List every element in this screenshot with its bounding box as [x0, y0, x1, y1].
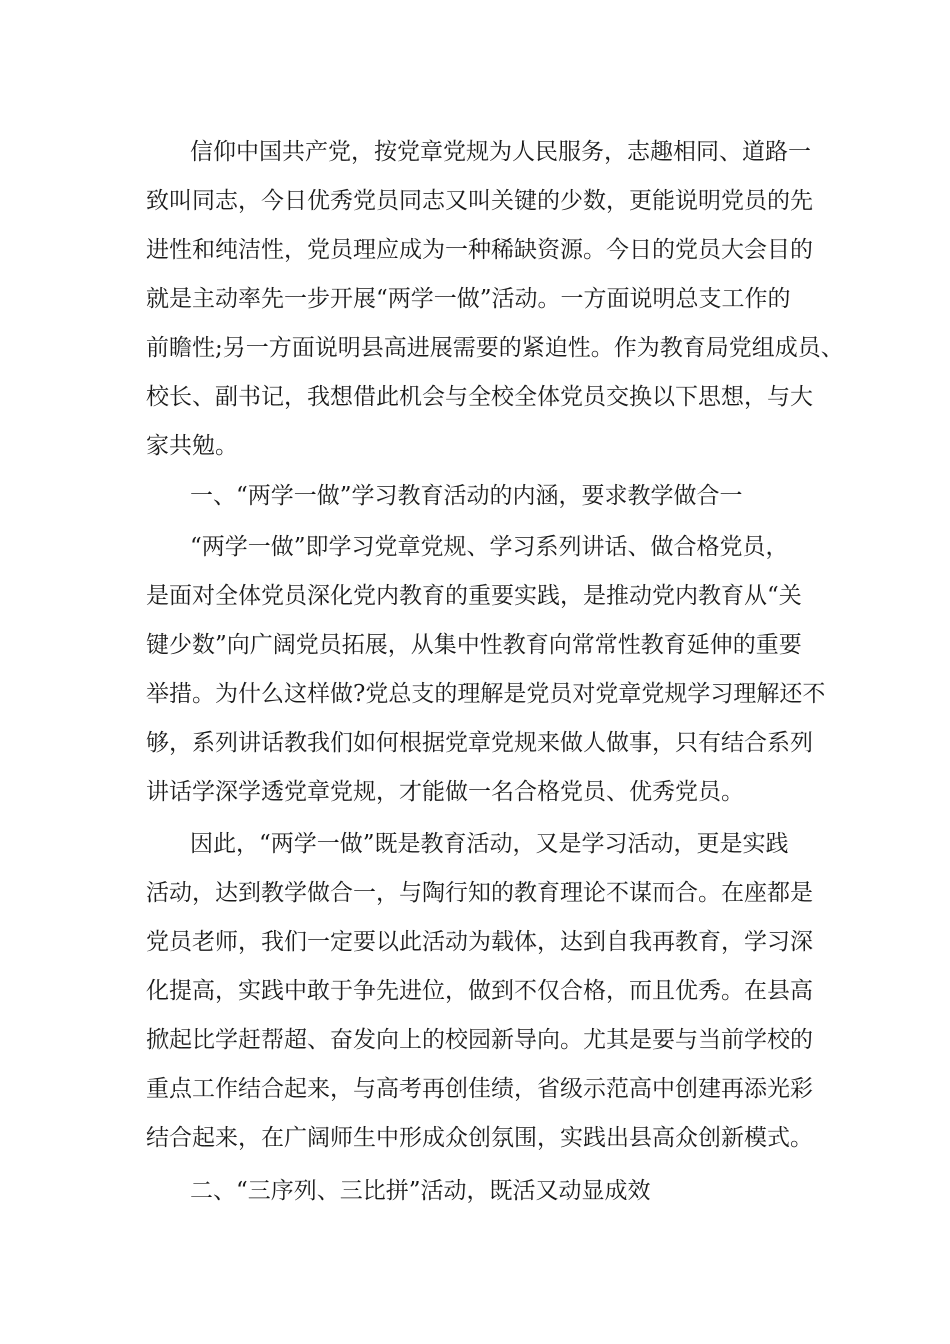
text-line: “两学一做”即学习党章党规、学习系列讲话、做合格党员， [190, 534, 789, 560]
section-heading: 一、“两学一做”学习教育活动的内涵，要求教学做合一 [190, 483, 743, 509]
text-line: 重点工作结合起来，与高考再创佳绩，省级示范高中创建再添光彩 [146, 1076, 813, 1102]
text-line: 前瞻性;另一方面说明县高进展需要的紧迫性。作为教育局党组成员、 [146, 335, 844, 361]
text-line: 校长、副书记，我想借此机会与全校全体党员交换以下思想，与大 [146, 384, 813, 410]
text-line: 举措。为什么这样做?党总支的理解是党员对党章党规学习理解还不 [146, 681, 826, 707]
text-line: 就是主动率先一步开展“两学一做”活动。一方面说明总支工作的 [146, 286, 791, 312]
text-line: 够，系列讲话教我们如何根据党章党规来做人做事，只有结合系列 [146, 730, 813, 756]
text-line: 致叫同志，今日优秀党员同志又叫关键的少数，更能说明党员的先 [146, 188, 813, 214]
text-line: 家共勉。 [146, 433, 238, 459]
text-line: 信仰中国共产党，按党章党规为人民服务，志趣相同、道路一 [190, 139, 811, 165]
text-line: 党员老师，我们一定要以此活动为载体，达到自我再教育，学习深 [146, 929, 813, 955]
text-line: 化提高，实践中敢于争先进位，做到不仅合格，而且优秀。在县高 [146, 978, 813, 1004]
text-line: 结合起来，在广阔师生中形成众创氛围，实践出县高众创新模式。 [146, 1125, 813, 1151]
section-heading: 二、“三序列、三比拼”活动，既活又动显成效 [190, 1178, 651, 1204]
text-line: 键少数”向广阔党员拓展，从集中性教育向常常性教育延伸的重要 [146, 632, 802, 658]
text-line: 掀起比学赶帮超、奋发向上的校园新导向。尤其是要与当前学校的 [146, 1027, 813, 1053]
text-line: 因此，“两学一做”既是教育活动，又是学习活动，更是实践 [190, 831, 789, 857]
text-line: 讲话学深学透党章党规，才能做一名合格党员、优秀党员。 [146, 779, 744, 805]
text-line: 进性和纯洁性，党员理应成为一种稀缺资源。今日的党员大会目的 [146, 237, 813, 263]
text-line: 活动，达到教学做合一，与陶行知的教育理论不谋而合。在座都是 [146, 880, 813, 906]
text-line: 是面对全体党员深化党内教育的重要实践，是推动党内教育从“关 [146, 583, 802, 609]
